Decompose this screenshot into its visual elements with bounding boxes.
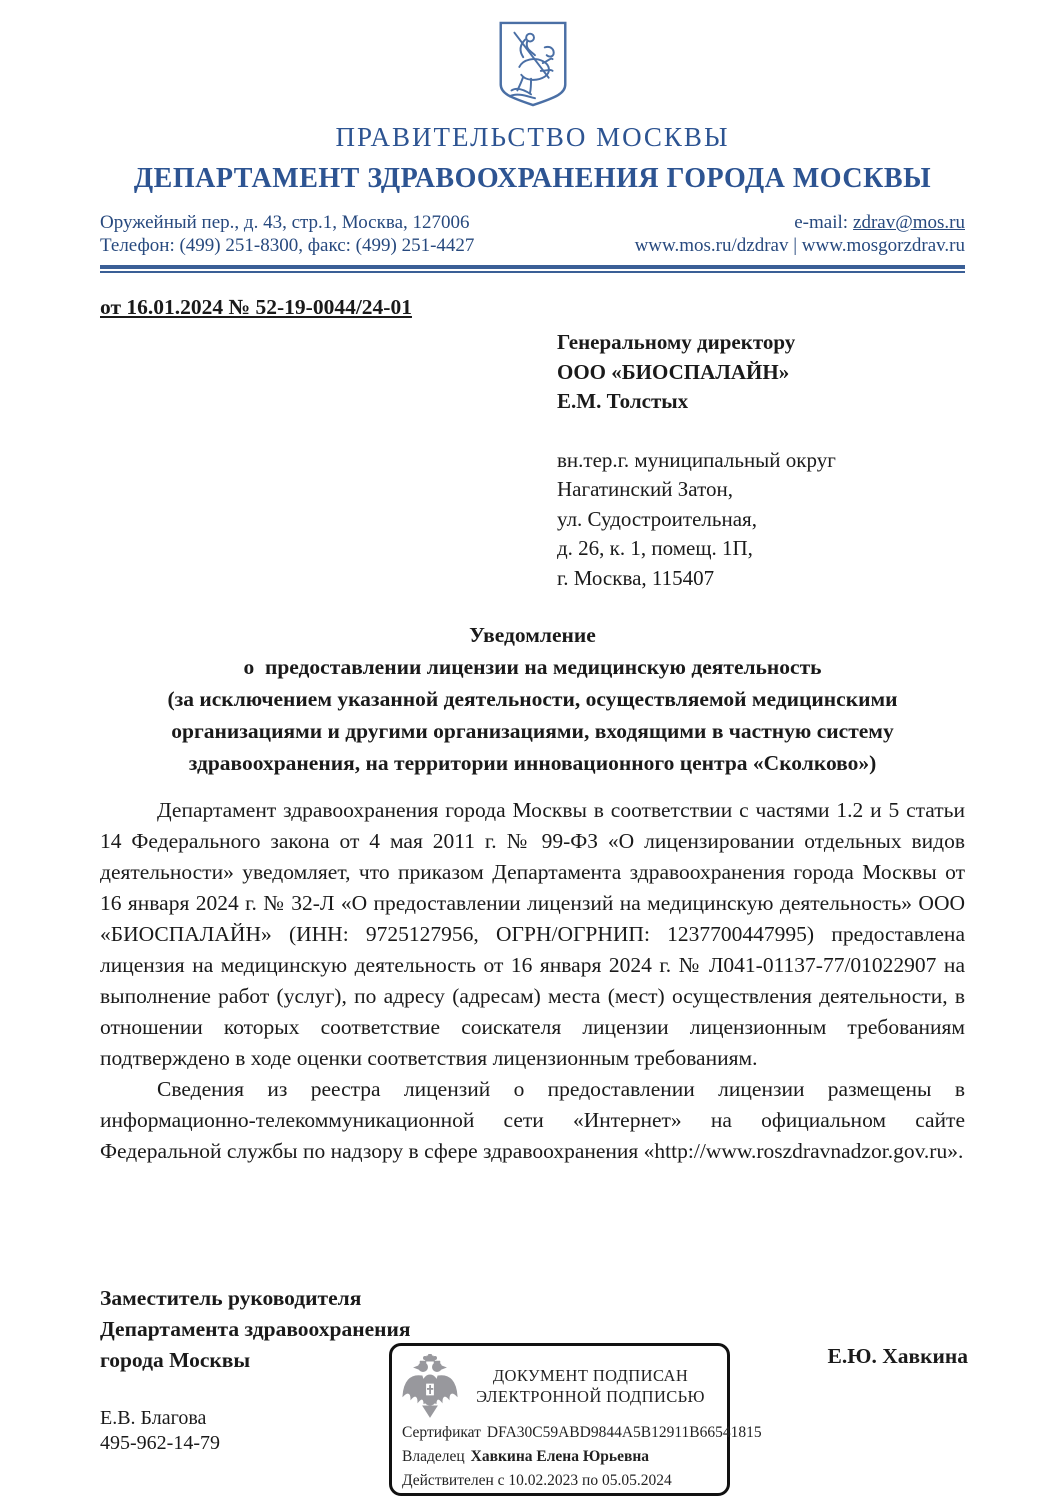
recipient-address-line: г. Москва, 115407 xyxy=(557,565,715,590)
stamp-validity: Действителен с 10.02.2023 по 05.05.2024 xyxy=(402,1472,672,1489)
stamp-title xyxy=(466,1365,715,1407)
stamp-title-line: ЭЛЕКТРОННОЙ ПОДПИСЬЮ xyxy=(476,1387,705,1406)
stamp-owner xyxy=(402,1445,715,1469)
email-label: e-mail: xyxy=(794,212,849,233)
owner-name: Хавкина Елена Юрьевна xyxy=(470,1448,650,1465)
recipient-address-line: ул. Судостроительная, xyxy=(557,506,757,531)
double-headed-eagle-emblem-icon xyxy=(402,1354,458,1418)
body-paragraph-1: Департамент здравоохранения города Москвы в соответствии с частями 1.2 и 5 статьи 14 Федерального закона от 4 мая 2011 г. № 99-ФЗ «О лицензировании отдельных видов деятельности» уведомляет, что приказом Департамента здравоохранения города Москвы от 16 января 2024 г. № 32-Л «О предоставлении лицензий на медицинскую деятельность» ООО «БИОСПАЛАЙН» (ИНН: 9725127956, ОГРН/ОГРНИП: 1237700447995) предоставлена лицензия на медицинскую деятельность от 16 января 2024 г. № Л041-01137-77/01022907 на выполнение работ (услуг), по адресу (адресам) места (мест) осуществления деятельности, в отношении которых соответствие соискателя лицензии лицензионным требованиям подтверждено в ходе оценки соответствия лицензионным требованиям. xyxy=(100,798,965,1070)
letterhead-emblem xyxy=(100,20,965,108)
recipient-name: Е.М. Толстых xyxy=(557,389,689,413)
recipient-address-line: вн.тер.г. муниципальный округ xyxy=(557,447,836,472)
recipient-block xyxy=(557,328,965,593)
recipient-address-line: Нагатинский Затон, xyxy=(557,477,733,501)
letterhead-divider xyxy=(100,265,965,273)
recipient-position: Генеральному директору xyxy=(557,330,796,354)
owner-label: Владелец xyxy=(402,1448,465,1465)
recipient-address xyxy=(557,446,965,594)
contacts-right xyxy=(635,211,965,257)
electronic-signature-stamp xyxy=(389,1343,762,1496)
websites-line: www.mos.ru/dzdrav | www.mosgorzdrav.ru xyxy=(634,235,965,256)
document-title-line: организациями и другими организациями, входящими в частную систему xyxy=(171,719,894,743)
certificate-label: Сертификат xyxy=(402,1424,481,1441)
phone-fax: Телефон: (499) 251-8300, факс: (499) 251-4427 xyxy=(100,235,475,256)
department-title: ДЕПАРТАМЕНТ ЗДРАВООХРАНЕНИЯ ГОРОДА МОСКВЫ xyxy=(133,163,932,194)
recipient-address-line: д. 26, к. 1, помещ. 1П, xyxy=(557,536,753,560)
government-title: ПРАВИТЕЛЬСТВО МОСКВЫ xyxy=(335,122,730,152)
certificate-number: DFA30C59ABD9844A5B12911B66541815 xyxy=(486,1424,762,1441)
signatory-position-line: Заместитель руководителя xyxy=(100,1286,362,1310)
signatory-position-line: Департамента здравоохранения xyxy=(100,1317,411,1341)
executor-contact xyxy=(100,1406,220,1456)
document-title-line: (за исключением указанной деятельности, осуществляемой медицинскими xyxy=(167,687,898,711)
document-title xyxy=(100,619,965,779)
stamp-certificate xyxy=(402,1421,762,1445)
body-paragraph-2: Сведения из реестра лицензий о предоставлении лицензии размещены в информационно-телекоммуникационной сети «Интернет» на официальном сайте Федеральной службы по надзору в сфере здравоохранения «http://www.roszdravnadzor.gov.ru». xyxy=(100,1077,965,1163)
email-link: zdrav@mos.ru xyxy=(853,212,965,233)
signatory-position-line: города Москвы xyxy=(100,1348,251,1372)
document-title-line: о предоставлении лицензии на медицинскую деятельность xyxy=(243,655,822,679)
executor-phone: 495-962-14-79 xyxy=(100,1432,220,1454)
email-line xyxy=(635,211,965,234)
stamp-title-line: ДОКУМЕНТ ПОДПИСАН xyxy=(492,1366,689,1385)
document-title-line: Уведомление xyxy=(469,623,596,647)
signatory-name: Е.Ю. Хавкина xyxy=(827,1344,968,1368)
postal-address: Оружейный пер., д. 43, стр.1, Москва, 127006 xyxy=(100,212,470,233)
stamp-details xyxy=(402,1421,762,1493)
document-title-line: здравоохранения, на территории инновационного центра «Сколково») xyxy=(188,751,877,775)
contacts-left xyxy=(100,211,474,257)
stamp-header xyxy=(402,1354,715,1418)
signatory-position xyxy=(100,1283,411,1376)
recipient-organization: ООО «БИОСПАЛАЙН» xyxy=(557,359,790,384)
moscow-coat-of-arms-icon xyxy=(497,20,569,108)
letterhead-contacts xyxy=(100,211,965,257)
reference-date-number: от 16.01.2024 № 52-19-0044/24-01 xyxy=(100,295,412,319)
executor-name: Е.В. Благова xyxy=(100,1407,207,1429)
